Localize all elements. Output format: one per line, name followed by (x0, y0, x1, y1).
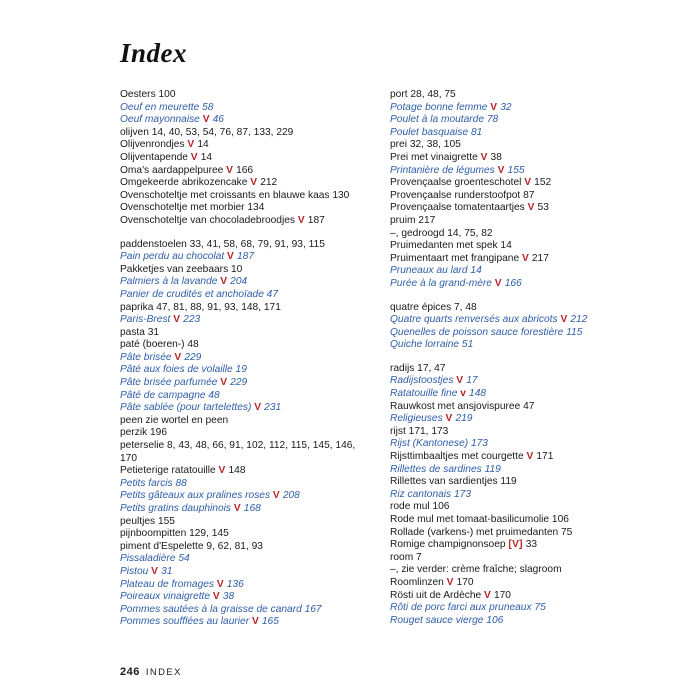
vegetarian-marker: V (212, 591, 220, 603)
index-entry: Poireaux vinaigrette V 38 (120, 591, 235, 603)
index-entry: Oma's aardappelpuree V 166 (120, 164, 254, 176)
vegetarian-marker: [V] (508, 539, 523, 551)
vegetarian-marker: V (524, 177, 532, 189)
index-entry: Petits gratins dauphinois V 168 (120, 503, 261, 514)
index-entry: Printanière de légumes V 155 (390, 164, 525, 176)
vegetarian-marker: V (297, 214, 305, 226)
index-entry: Olijventapende V 14 (120, 151, 213, 163)
index-entry: radijs 17, 47 (390, 362, 446, 374)
index-group (120, 239, 360, 629)
vegetarian-marker: V (216, 578, 224, 590)
index-entry: Religieuses V 219 (390, 413, 473, 425)
index-entry: pruim 217 (390, 214, 436, 226)
index-columns (120, 89, 660, 640)
index-entry: Rijst (Kantonese) 173 (390, 438, 488, 450)
index-entry: Petits farcis 88 (120, 477, 187, 489)
vegetarian-marker: V (220, 276, 228, 288)
footer-label: INDEX (145, 667, 182, 678)
vegetarian-marker: V (227, 251, 235, 263)
page-title: Index (120, 38, 188, 68)
vegetarian-marker: V (220, 377, 228, 389)
index-entry: Plateau de fromages V 136 (120, 578, 244, 590)
index-entry: Pruneaux au lard 14 (390, 265, 482, 277)
index-group (390, 302, 630, 352)
vegetarian-marker: V (173, 314, 181, 326)
index-entry: Prei met vinaigrette V 38 (390, 151, 502, 163)
vegetarian-marker: V (218, 465, 226, 477)
index-entry: Petits gâteaux aux pralines roses V 208 (120, 490, 300, 502)
vegetarian-marker: V (202, 114, 210, 126)
index-entry: rode mul 106 (390, 501, 450, 513)
index-entry: room 7 (390, 551, 422, 563)
index-entry: peterselie 8, 43, 48, 66, 91, 102, 112, 115, 145, 146, 170 (120, 440, 356, 464)
index-entry: Provençaalse groenteschotel V 152 (390, 177, 552, 189)
index-entry: Pruimentaart met frangipane V 217 (390, 252, 549, 264)
index-entry: Pain perdu au chocolat V 187 (120, 251, 254, 263)
index-entry: Purée à la grand-mère V 166 (390, 277, 522, 289)
index-entry: Rillettes de sardines 119 (390, 463, 501, 475)
index-entry: Paris-Brest V 223 (120, 314, 201, 326)
vegetarian-marker: V (250, 177, 258, 189)
index-entry: Rode mul met tomaat-basilicumolie 106 (390, 514, 569, 525)
index-entry: Pistou V 31 (120, 565, 173, 577)
vegetarian-marker: V (497, 164, 505, 176)
index-entry: Pissaladière 54 (120, 553, 190, 565)
index-entry: piment d'Espelette 9, 62, 81, 93 (120, 540, 263, 552)
vegetarian-marker: V (190, 151, 198, 163)
index-entry: Panier de crudités et anchoïade 47 (120, 288, 279, 300)
vegetarian-marker: V (226, 164, 234, 176)
vegetarian-marker: V (480, 151, 488, 163)
index-entry: Palmiers à la lavande V 204 (120, 276, 248, 288)
index-entry: Pâte brisée V 229 (120, 351, 202, 363)
vegetarian-marker: V (521, 252, 530, 264)
index-column-right (390, 89, 630, 638)
index-entry: Rouget sauce vierge 106 (390, 614, 504, 626)
index-entry: Pruimedanten met spek 14 (390, 240, 512, 252)
index-entry: peen zie wortel en peen (120, 414, 229, 426)
vegetarian-marker: V (151, 565, 159, 577)
index-entry: Rollade (varkens-) met pruimedanten 75 (390, 526, 573, 538)
index-entry: paprika 47, 81, 88, 91, 93, 148, 171 (120, 301, 281, 313)
vegetarian-marker: V (251, 616, 260, 628)
index-entry: Rauwkost met ansjovispuree 47 (390, 400, 535, 412)
vegetarian-marker: V (456, 375, 464, 387)
index-entry: Ovenschoteltje met morbier 134 (120, 202, 265, 214)
index-entry: Pâte sablée (pour tartelettes) V 231 (120, 402, 282, 414)
index-entry: Oeuf en meurette 58 (120, 101, 214, 113)
index-entry: Potage bonne femme V 32 (390, 101, 512, 113)
index-entry: perzik 196 (120, 427, 168, 439)
index-entry: Pâte brisée parfumée V 229 (120, 377, 248, 389)
index-entry: pijnboompitten 129, 145 (120, 528, 229, 540)
index-entry: Poulet basquaise 81 (390, 126, 483, 138)
index-entry: Quiche lorraine 51 (390, 339, 474, 351)
index-entry: olijven 14, 40, 53, 54, 76, 87, 133, 229 (120, 126, 294, 138)
index-entry: Pommes sautées à la graisse de canard 167 (120, 603, 322, 615)
vegetarian-marker: V (494, 277, 502, 289)
index-entry: Roomlinzen V 170 (390, 576, 474, 588)
index-entry: Rôti de porc farci aux pruneaux 75 (390, 602, 546, 614)
vegetarian-marker: V (560, 314, 568, 326)
index-entry: Oeuf mayonnaise V 46 (120, 114, 224, 126)
index-entry: peultjes 155 (120, 515, 175, 527)
index-entry: Quatre quarts renversés aux abricots V 212 (390, 314, 588, 326)
index-entry: Rillettes van sardientjes 119 (390, 476, 517, 488)
vegetarian-marker: V (233, 503, 241, 514)
vegetarian-marker: V (187, 139, 195, 151)
index-group (390, 363, 630, 627)
index-entry: rijst 171, 173 (390, 425, 449, 437)
page-number: 246 (120, 666, 140, 678)
index-entry: Rijsttimbaaltjes met courgette V 171 (390, 451, 554, 463)
index-entry: port 28, 48, 75 (390, 89, 456, 100)
index-entry: Oesters 100 (120, 89, 176, 100)
vegetarian-marker: V (445, 413, 453, 425)
index-entry: Romige champignonsoep [V] 33 (390, 539, 538, 551)
index-entry: Poulet à la moutarde 78 (390, 114, 499, 126)
index-entry: paté (boeren-) 48 (120, 339, 199, 351)
index-entry: Olijvenrondjes V 14 (120, 139, 209, 151)
index-entry: Pommes soufflées au laurier V 165 (120, 616, 279, 628)
vegetarian-marker: v (460, 388, 467, 400)
vegetarian-marker: V (490, 101, 498, 113)
index-group (390, 89, 630, 291)
index-entry: quatre épices 7, 48 (390, 301, 477, 313)
index-entry: Ovenschoteltje met croissants en blauwe kaas 130 (120, 189, 350, 201)
index-entry: Radijstoostjes V 17 (390, 375, 478, 387)
index-entry: Omgekeerde abrikozencake V 212 (120, 177, 278, 189)
page-footer (120, 666, 182, 678)
index-column-left (120, 89, 360, 640)
vegetarian-marker: V (174, 351, 182, 363)
vegetarian-marker: V (527, 202, 535, 214)
index-entry: pasta 31 (120, 326, 160, 338)
index-entry: –, zie verder: crème fraîche; slagroom (390, 564, 562, 576)
vegetarian-marker: V (272, 490, 281, 502)
index-entry: Rösti uit de Ardèche V 170 (390, 589, 511, 601)
index-entry: Pâté aux foies de volaille 19 (120, 364, 247, 376)
vegetarian-marker: V (254, 402, 262, 414)
index-entry: Provençaalse tomatentaartjes V 53 (390, 202, 549, 214)
index-entry: Ratatouille fine v 148 (390, 388, 487, 400)
index-entry: Provençaalse runderstoofpot 87 (390, 189, 535, 201)
index-group (120, 89, 360, 228)
vegetarian-marker: V (526, 451, 534, 463)
vegetarian-marker: V (446, 576, 454, 588)
index-entry: Petieterige ratatouille V 148 (120, 465, 246, 477)
vegetarian-marker: V (484, 589, 492, 601)
index-entry: Pakketjes van zeebaars 10 (120, 263, 243, 275)
index-entry: Quenelles de poisson sauce forestière 115 (390, 326, 583, 338)
index-entry: Riz cantonais 173 (390, 488, 471, 500)
index-entry: –, gedroogd 14, 75, 82 (390, 227, 493, 239)
index-entry: Pâté de campagne 48 (120, 389, 220, 401)
index-entry: paddenstoelen 33, 41, 58, 68, 79, 91, 93, 115 (120, 238, 325, 250)
index-entry: Ovenschoteltje van chocoladebroodjes V 187 (120, 214, 325, 226)
index-entry: prei 32, 38, 105 (390, 139, 461, 151)
